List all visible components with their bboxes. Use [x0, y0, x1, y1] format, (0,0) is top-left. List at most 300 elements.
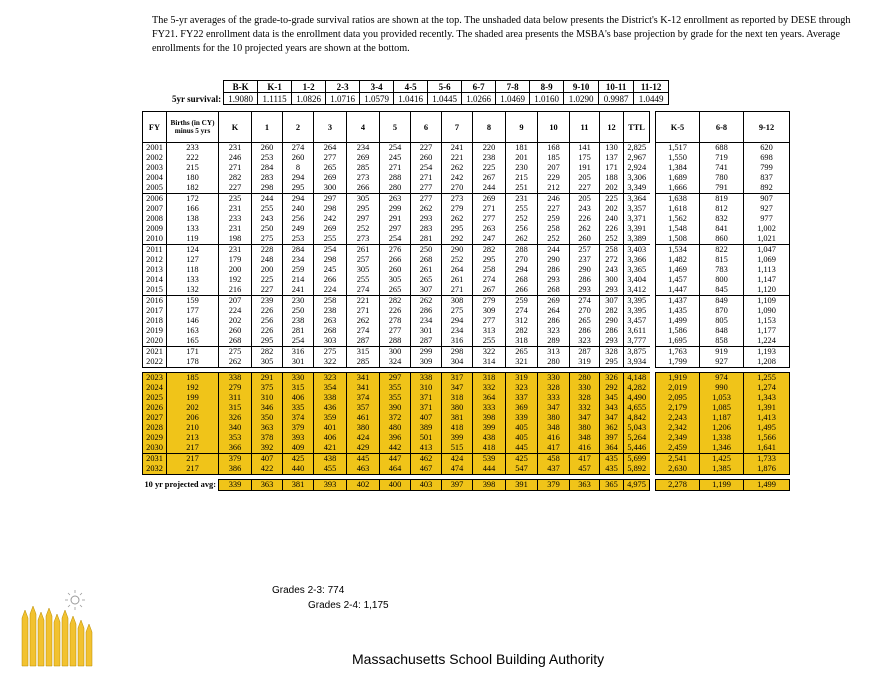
table-cell: 298 [252, 183, 283, 194]
average-cell: 393 [314, 480, 347, 491]
table-cell: 231 [219, 143, 252, 154]
table-cell: 2,019 [656, 383, 700, 393]
projected-row [143, 393, 790, 403]
table-cell: 262 [411, 204, 442, 214]
table-cell: 2025 [143, 393, 167, 403]
table-cell: 919 [700, 347, 744, 358]
survival-value-cell: 1.0160 [530, 93, 564, 105]
table-cell: 2027 [143, 413, 167, 423]
table-cell: 3,371 [624, 214, 650, 224]
table-cell: 188 [600, 173, 624, 183]
header-cell: 12 [600, 112, 624, 143]
table-cell: 2004 [143, 173, 167, 183]
table-cell: 295 [252, 336, 283, 347]
table-cell: 265 [411, 275, 442, 285]
table-cell: 447 [380, 454, 411, 465]
table-cell: 405 [506, 423, 538, 433]
table-cell: 284 [252, 163, 283, 173]
table-cell: 269 [473, 194, 506, 205]
table-cell: 3,395 [624, 296, 650, 307]
table-cell: 1,562 [656, 214, 700, 224]
table-cell: 293 [538, 275, 570, 285]
table-cell: 1,457 [656, 275, 700, 285]
table-cell: 227 [219, 183, 252, 194]
table-cell: 848 [700, 326, 744, 336]
table-cell: 380 [538, 413, 570, 423]
table-cell: 249 [283, 224, 314, 234]
table-cell: 217 [167, 464, 219, 475]
table-cell: 246 [538, 194, 570, 205]
table-cell: 5,446 [624, 443, 650, 454]
table-cell: 266 [380, 255, 411, 265]
table-cell: 277 [314, 153, 347, 163]
table-cell: 407 [411, 413, 442, 423]
table-cell: 2032 [143, 464, 167, 475]
table-cell: 286 [411, 306, 442, 316]
table-cell: 252 [506, 214, 538, 224]
survival-value-cell: 1.0266 [462, 93, 496, 105]
table-cell: 274 [347, 285, 380, 296]
table-cell: 1,689 [656, 173, 700, 183]
table-cell: 233 [219, 214, 252, 224]
table-cell: 268 [219, 336, 252, 347]
table-cell: 1,566 [744, 433, 790, 443]
table-cell: 1,695 [656, 336, 700, 347]
table-cell: 297 [314, 194, 347, 205]
table-cell: 271 [442, 285, 473, 296]
table-cell: 274 [506, 306, 538, 316]
table-cell: 279 [219, 383, 252, 393]
table-cell: 2,179 [656, 403, 700, 413]
average-cell: 365 [600, 480, 624, 491]
table-cell: 277 [411, 194, 442, 205]
table-cell: 2010 [143, 234, 167, 245]
table-cell: 282 [380, 296, 411, 307]
table-cell: 213 [167, 433, 219, 443]
table-cell: 318 [442, 393, 473, 403]
table-cell: 133 [167, 275, 219, 285]
table-cell: 271 [473, 204, 506, 214]
table-cell: 274 [347, 326, 380, 336]
table-cell: 378 [252, 433, 283, 443]
table-cell: 3,403 [624, 245, 650, 256]
table-cell: 355 [380, 383, 411, 393]
header-cell: 8 [473, 112, 506, 143]
historical-row [143, 234, 790, 245]
projected-row [143, 423, 790, 433]
average-cell: 391 [506, 480, 538, 491]
table-cell: 301 [411, 326, 442, 336]
table-cell: 319 [570, 357, 600, 368]
table-cell: 257 [347, 255, 380, 265]
table-cell: 407 [252, 454, 283, 465]
table-cell: 233 [167, 143, 219, 154]
table-cell: 171 [600, 163, 624, 173]
table-cell: 282 [600, 306, 624, 316]
table-cell: 328 [538, 383, 570, 393]
table-cell: 429 [347, 443, 380, 454]
table-cell: 357 [347, 403, 380, 413]
table-cell: 159 [167, 296, 219, 307]
header-cell: 10 [538, 112, 570, 143]
table-cell: 229 [538, 173, 570, 183]
table-cell: 237 [570, 255, 600, 265]
table-cell: 127 [167, 255, 219, 265]
survival-header-cell: 6-7 [462, 81, 496, 93]
table-cell: 323 [506, 383, 538, 393]
table-cell: 266 [347, 183, 380, 194]
table-cell: 275 [252, 234, 283, 245]
table-cell: 118 [167, 265, 219, 275]
table-cell: 1,085 [700, 403, 744, 413]
table-cell: 380 [442, 403, 473, 413]
header-cell: 2 [283, 112, 314, 143]
enrollment-table [142, 111, 790, 491]
table-cell: 1,618 [656, 204, 700, 214]
table-cell: 990 [700, 383, 744, 393]
table-cell: 1,919 [656, 373, 700, 384]
table-cell: 281 [411, 234, 442, 245]
average-cell: 403 [411, 480, 442, 491]
table-cell: 435 [600, 454, 624, 465]
table-cell: 2021 [143, 347, 167, 358]
table-cell: 130 [600, 143, 624, 154]
table-cell: 323 [570, 336, 600, 347]
table-cell: 282 [219, 173, 252, 183]
table-cell: 264 [314, 143, 347, 154]
table-cell: 269 [538, 296, 570, 307]
table-cell: 399 [442, 433, 473, 443]
table-cell: 927 [744, 204, 790, 214]
table-cell: 282 [252, 347, 283, 358]
table-cell: 185 [167, 373, 219, 384]
table-cell: 800 [700, 275, 744, 285]
table-cell: 1,666 [656, 183, 700, 194]
table-cell: 2001 [143, 143, 167, 154]
table-cell: 1,187 [700, 413, 744, 423]
table-cell: 254 [314, 245, 347, 256]
table-cell: 199 [167, 393, 219, 403]
table-cell: 4,148 [624, 373, 650, 384]
survival-header-cell: 11-12 [634, 81, 669, 93]
table-cell: 255 [506, 204, 538, 214]
table-cell: 250 [283, 306, 314, 316]
table-cell: 405 [506, 433, 538, 443]
average-cell: 363 [570, 480, 600, 491]
table-cell: 244 [252, 194, 283, 205]
table-cell: 304 [442, 357, 473, 368]
table-cell: 230 [283, 296, 314, 307]
table-cell: 379 [283, 423, 314, 433]
table-cell: 250 [411, 245, 442, 256]
table-cell: 255 [473, 336, 506, 347]
table-cell: 3,306 [624, 173, 650, 183]
table-cell: 205 [570, 194, 600, 205]
table-cell: 231 [506, 194, 538, 205]
table-cell: 1,534 [656, 245, 700, 256]
table-cell: 262 [219, 357, 252, 368]
historical-row [143, 347, 790, 358]
table-cell: 279 [473, 296, 506, 307]
table-cell: 226 [252, 306, 283, 316]
average-cell: 363 [252, 480, 283, 491]
table-cell: 285 [347, 357, 380, 368]
table-cell: 294 [442, 316, 473, 326]
table-cell: 301 [283, 357, 314, 368]
table-cell: 248 [252, 255, 283, 265]
table-cell: 323 [538, 326, 570, 336]
table-cell: 347 [570, 413, 600, 423]
table-cell: 252 [442, 255, 473, 265]
table-cell: 226 [380, 306, 411, 316]
survival-header-cell: 8-9 [530, 81, 564, 93]
table-cell: 288 [506, 245, 538, 256]
table-cell: 401 [314, 423, 347, 433]
table-cell: 286 [570, 326, 600, 336]
average-cell: 402 [347, 480, 380, 491]
table-cell: 238 [314, 306, 347, 316]
table-cell: 299 [411, 347, 442, 358]
survival-blank [172, 81, 224, 93]
table-cell: 309 [411, 357, 442, 368]
table-cell: 262 [442, 163, 473, 173]
table-cell: 832 [700, 214, 744, 224]
table-cell: 474 [442, 464, 473, 475]
table-cell: 849 [700, 296, 744, 307]
table-cell: 1,053 [700, 393, 744, 403]
projected-row [143, 464, 790, 475]
table-cell: 200 [219, 265, 252, 275]
table-cell: 262 [570, 224, 600, 234]
historical-row [143, 336, 790, 347]
table-cell: 168 [538, 143, 570, 154]
table-cell: 837 [744, 173, 790, 183]
table-cell: 305 [252, 357, 283, 368]
table-cell: 294 [283, 173, 314, 183]
historical-row [143, 153, 790, 163]
table-cell: 2022 [143, 357, 167, 368]
table-cell: 2,630 [656, 464, 700, 475]
table-cell: 234 [283, 255, 314, 265]
table-cell: 463 [347, 464, 380, 475]
survival-value-cell: 1.0416 [394, 93, 428, 105]
historical-row [143, 163, 790, 173]
header-cell: 11 [570, 112, 600, 143]
table-cell: 354 [314, 383, 347, 393]
table-cell: 4,490 [624, 393, 650, 403]
table-cell: 338 [314, 393, 347, 403]
header-cell: 6-8 [700, 112, 744, 143]
table-cell: 274 [570, 296, 600, 307]
table-cell: 321 [506, 357, 538, 368]
average-row [143, 480, 790, 491]
table-cell: 455 [314, 464, 347, 475]
table-cell: 277 [473, 214, 506, 224]
table-cell: 231 [219, 245, 252, 256]
table-cell: 337 [506, 393, 538, 403]
table-cell: 2005 [143, 183, 167, 194]
table-cell: 298 [314, 255, 347, 265]
table-cell: 330 [538, 373, 570, 384]
table-cell: 261 [411, 265, 442, 275]
table-cell: 185 [538, 153, 570, 163]
table-cell: 267 [473, 173, 506, 183]
table-cell: 845 [700, 285, 744, 296]
table-cell: 688 [700, 143, 744, 154]
historical-row [143, 357, 790, 368]
table-cell: 224 [314, 285, 347, 296]
table-cell: 841 [700, 224, 744, 234]
table-cell: 326 [600, 373, 624, 384]
table-cell: 343 [600, 403, 624, 413]
table-cell: 389 [411, 423, 442, 433]
table-cell: 280 [538, 357, 570, 368]
projected-row [143, 403, 790, 413]
table-cell: 364 [473, 393, 506, 403]
table-cell: 438 [473, 433, 506, 443]
table-cell: 273 [347, 173, 380, 183]
table-cell: 355 [380, 393, 411, 403]
table-cell: 2018 [143, 316, 167, 326]
table-cell: 290 [442, 245, 473, 256]
table-cell: 620 [744, 143, 790, 154]
table-cell: 1,385 [700, 464, 744, 475]
table-cell: 256 [283, 214, 314, 224]
survival-header-cell: K-1 [258, 81, 292, 93]
table-cell: 425 [283, 454, 314, 465]
average-cell: 400 [380, 480, 411, 491]
table-cell: 424 [347, 433, 380, 443]
table-cell: 254 [411, 163, 442, 173]
table-cell: 425 [506, 454, 538, 465]
table-cell: 3,934 [624, 357, 650, 368]
table-cell: 380 [570, 423, 600, 433]
table-cell: 870 [700, 306, 744, 316]
table-cell: 269 [314, 224, 347, 234]
table-cell: 2003 [143, 163, 167, 173]
table-cell: 286 [600, 326, 624, 336]
table-cell: 698 [744, 153, 790, 163]
table-cell: 228 [252, 245, 283, 256]
table-cell: 268 [411, 255, 442, 265]
table-cell: 1,437 [656, 296, 700, 307]
table-cell: 2006 [143, 194, 167, 205]
projected-row [143, 413, 790, 423]
table-cell: 2,967 [624, 153, 650, 163]
table-cell: 3,365 [624, 265, 650, 275]
table-cell: 362 [600, 423, 624, 433]
table-cell: 244 [538, 245, 570, 256]
table-cell: 363 [252, 423, 283, 433]
table-cell: 326 [219, 413, 252, 423]
table-cell: 393 [283, 433, 314, 443]
table-cell: 1,193 [744, 347, 790, 358]
table-cell: 265 [380, 285, 411, 296]
table-cell: 3,395 [624, 306, 650, 316]
table-cell: 305 [380, 275, 411, 285]
table-cell: 3,391 [624, 224, 650, 234]
table-cell: 255 [314, 234, 347, 245]
table-cell: 258 [314, 296, 347, 307]
historical-row [143, 306, 790, 316]
table-cell: 322 [314, 357, 347, 368]
table-cell: 372 [380, 413, 411, 423]
historical-row [143, 316, 790, 326]
table-cell: 338 [219, 373, 252, 384]
table-cell: 1,343 [744, 393, 790, 403]
table-cell: 2026 [143, 403, 167, 413]
table-cell: 265 [506, 347, 538, 358]
table-cell: 1,469 [656, 265, 700, 275]
table-cell: 413 [411, 443, 442, 454]
table-cell: 286 [570, 275, 600, 285]
survival-ratio-table [172, 80, 669, 105]
table-cell: 227 [570, 183, 600, 194]
table-cell: 444 [473, 464, 506, 475]
table-cell: 315 [219, 403, 252, 413]
table-cell: 436 [314, 403, 347, 413]
table-cell: 201 [506, 153, 538, 163]
table-cell: 1,002 [744, 224, 790, 234]
table-cell: 132 [167, 285, 219, 296]
table-cell: 2020 [143, 336, 167, 347]
table-cell: 445 [506, 443, 538, 454]
historical-row [143, 265, 790, 275]
table-cell: 310 [411, 383, 442, 393]
table-cell: 292 [442, 234, 473, 245]
survival-value-cell: 1.0579 [360, 93, 394, 105]
table-cell: 245 [380, 153, 411, 163]
table-cell: 224 [219, 306, 252, 316]
table-cell: 1,495 [744, 423, 790, 433]
average-cell: 379 [538, 480, 570, 491]
table-cell: 338 [411, 373, 442, 384]
table-cell: 261 [442, 275, 473, 285]
table-cell: 318 [506, 336, 538, 347]
survival-header-cell: 10-11 [599, 81, 634, 93]
table-cell: 314 [473, 357, 506, 368]
survival-header-cell: 2-3 [326, 81, 360, 93]
table-cell: 214 [283, 275, 314, 285]
table-cell: 8 [283, 163, 314, 173]
table-cell: 231 [219, 204, 252, 214]
table-cell: 293 [600, 336, 624, 347]
table-cell: 262 [506, 234, 538, 245]
table-cell: 262 [347, 316, 380, 326]
table-cell: 374 [283, 413, 314, 423]
historical-row [143, 183, 790, 194]
table-cell: 2015 [143, 285, 167, 296]
table-cell: 291 [252, 373, 283, 384]
table-cell: 309 [473, 306, 506, 316]
table-cell: 273 [347, 234, 380, 245]
grades-2-3-average: Grades 2-3: 774 [272, 585, 345, 596]
table-cell: 819 [700, 194, 744, 205]
table-cell: 299 [380, 204, 411, 214]
table-cell: 435 [600, 464, 624, 475]
table-cell: 2011 [143, 245, 167, 256]
table-cell: 457 [570, 464, 600, 475]
table-cell: 416 [538, 433, 570, 443]
table-cell: 2012 [143, 255, 167, 265]
survival-value-cell: 1.0445 [428, 93, 462, 105]
table-cell: 222 [167, 153, 219, 163]
table-cell: 330 [283, 373, 314, 384]
table-cell: 202 [219, 316, 252, 326]
table-cell: 323 [314, 373, 347, 384]
table-cell: 192 [219, 275, 252, 285]
header-cell: K [219, 112, 252, 143]
